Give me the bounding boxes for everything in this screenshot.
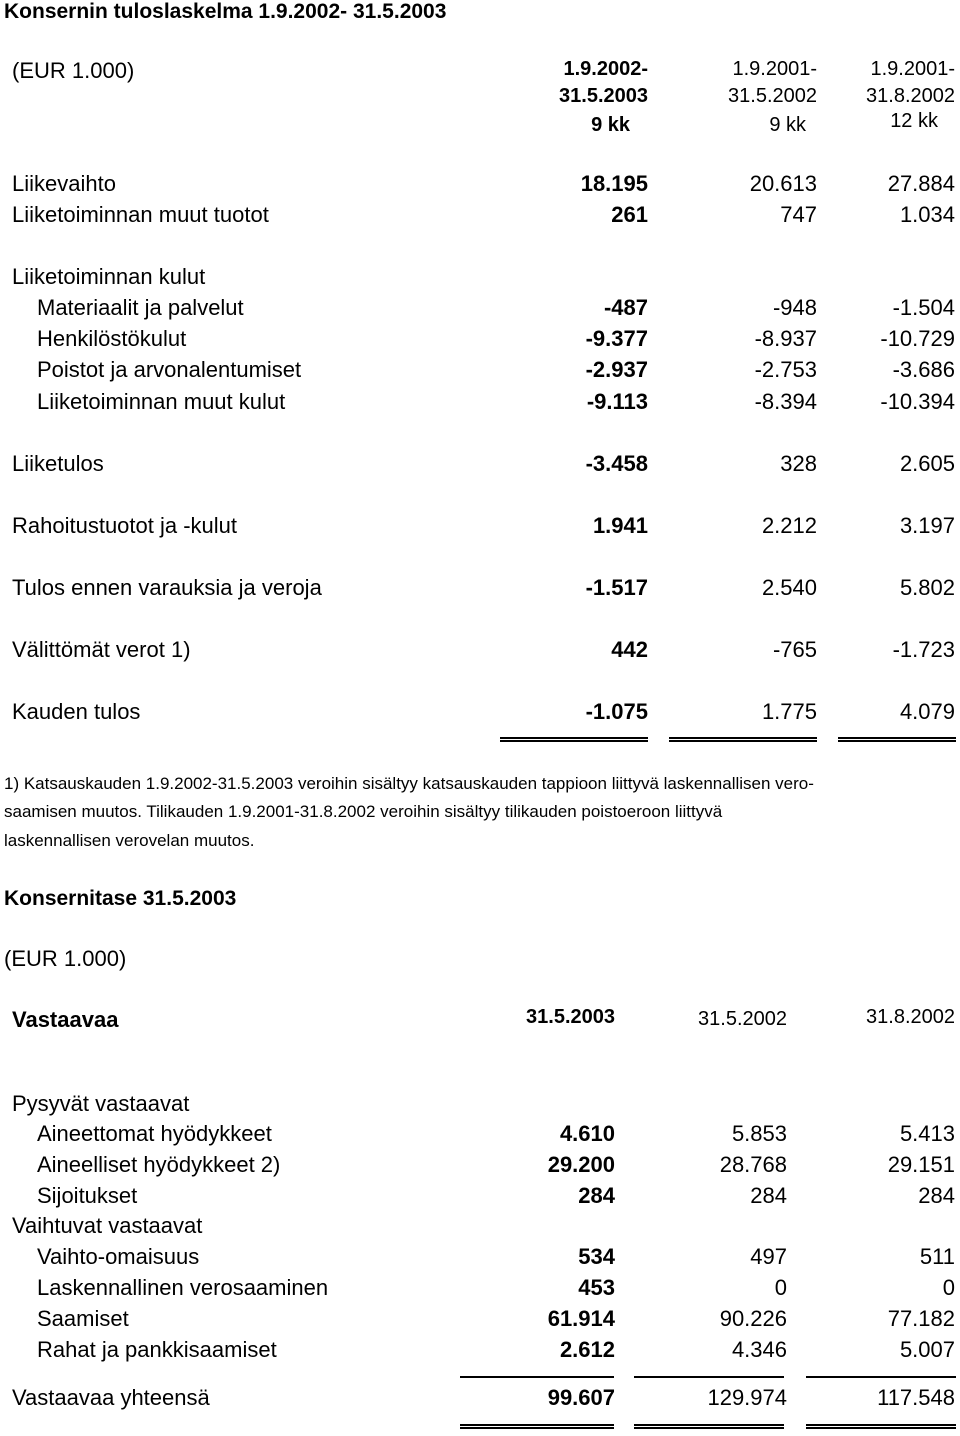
- income-row-value-col2: -765: [772, 637, 817, 662]
- balance-unit: (EUR 1.000): [4, 946, 127, 971]
- income-unit: (EUR 1.000): [12, 58, 135, 83]
- income-row-value-col3: 27.884: [887, 171, 955, 196]
- income-row-value-col1: 442: [611, 637, 648, 662]
- income-row-value-col3: 4.079: [899, 699, 955, 724]
- total-double-underline: [838, 737, 956, 742]
- income-row-label: Henkilöstökulut: [37, 326, 187, 351]
- footnote-line: 1) Katsauskauden 1.9.2002-31.5.2003 veroihin sisältyy katsauskauden tappioon liittyvä laskennallisen vero-: [4, 774, 814, 793]
- balance-row-value-col2: 0: [774, 1275, 787, 1300]
- income-row-value-col2: 2.212: [761, 513, 817, 538]
- balance-row-label: Vaihtuvat vastaavat: [12, 1213, 203, 1238]
- income-row-value-col3: -10.729: [880, 326, 955, 351]
- balance-row-value-col3: 117.548: [877, 1385, 955, 1410]
- balance-row-value-col3: 284: [918, 1183, 955, 1208]
- balance-row-value-col2: 90.226: [719, 1306, 787, 1331]
- income-row-value-col3: 1.034: [899, 202, 955, 227]
- income-row-value-col2: 1.775: [761, 699, 817, 724]
- income-row-label: Kauden tulos: [12, 699, 141, 724]
- income-row-label: Rahoitustuotot ja -kulut: [12, 513, 238, 538]
- balance-row-label: Laskennallinen verosaaminen: [37, 1275, 329, 1300]
- footnote-line: laskennallisen verovelan muutos.: [4, 831, 255, 850]
- balance-row-label: Vastaavaa yhteensä: [12, 1385, 210, 1410]
- balance-row-value-col1: 99.607: [547, 1385, 615, 1410]
- income-row-label: Liiketoiminnan kulut: [12, 264, 206, 289]
- income-row-value-col2: 747: [780, 202, 817, 227]
- income-col1-line1: 1.9.2002-: [563, 58, 648, 80]
- income-col3-line1: 1.9.2001-: [870, 58, 955, 80]
- income-col1-line3: 9 kk: [591, 114, 630, 136]
- balance-row-value-col3: 511: [919, 1244, 955, 1269]
- balance-row-value-col2: 497: [750, 1244, 787, 1269]
- income-row-value-col3: -3.686: [892, 357, 955, 382]
- income-row-value-col3: 2.605: [899, 451, 955, 476]
- total-double-underline: [460, 1424, 614, 1429]
- income-row-value-col2: -8.937: [754, 326, 817, 351]
- balance-header-label: Vastaavaa: [12, 1007, 119, 1032]
- income-row-label: Poistot ja arvonalentumiset: [37, 357, 302, 382]
- income-row-label: Välittömät verot 1): [12, 637, 191, 662]
- balance-row-label: Vaihto-omaisuus: [37, 1244, 200, 1269]
- income-row-value-col3: -1.504: [892, 295, 955, 320]
- balance-header-col1: 31.5.2003: [526, 1006, 615, 1028]
- income-row-label: Liikevaihto: [12, 171, 116, 196]
- balance-row-value-col3: 29.151: [887, 1152, 955, 1177]
- income-row-value-col2: -2.753: [754, 357, 817, 382]
- income-row-value-col2: -8.394: [754, 389, 817, 414]
- income-col3-line2: 31.8.2002: [866, 85, 955, 107]
- income-title: Konsernin tuloslaskelma 1.9.2002- 31.5.2003: [4, 0, 447, 23]
- income-row-value-col1: -2.937: [585, 357, 648, 382]
- income-row-value-col2: 20.613: [749, 171, 817, 196]
- balance-row-value-col1: 29.200: [547, 1152, 615, 1177]
- balance-row-value-col3: 5.007: [899, 1337, 955, 1362]
- income-row-value-col1: -9.377: [585, 326, 648, 351]
- income-row-value-col2: 2.540: [761, 575, 817, 600]
- subtotal-underline: [806, 1376, 956, 1378]
- balance-title: Konsernitase 31.5.2003: [4, 887, 237, 910]
- income-row-label: Liiketoiminnan muut kulut: [37, 389, 286, 414]
- income-row-value-col3: -1.723: [892, 637, 955, 662]
- balance-row-value-col3: 0: [942, 1275, 955, 1300]
- balance-row-value-col1: 61.914: [547, 1306, 615, 1331]
- income-row-value-col1: 261: [611, 202, 648, 227]
- income-row-value-col3: -10.394: [880, 389, 955, 414]
- income-row-value-col3: 3.197: [899, 513, 955, 538]
- subtotal-underline: [460, 1376, 614, 1378]
- income-row-value-col1: -9.113: [586, 389, 648, 414]
- balance-row-value-col3: 5.413: [899, 1121, 955, 1146]
- total-double-underline: [806, 1424, 956, 1429]
- income-row-label: Liiketoiminnan muut tuotot: [12, 202, 269, 227]
- footnote-line: saamisen muutos. Tilikauden 1.9.2001-31.8.2002 veroihin sisältyy tilikauden poistoeroon liittyvä: [4, 802, 723, 821]
- income-row-label: Materiaalit ja palvelut: [37, 295, 244, 320]
- income-row-value-col2: 328: [780, 451, 817, 476]
- income-row-value-col1: 1.941: [592, 513, 648, 538]
- balance-row-label: Sijoitukset: [37, 1183, 138, 1208]
- balance-row-label: Rahat ja pankkisaamiset: [37, 1337, 277, 1362]
- balance-row-value-col2: 28.768: [719, 1152, 787, 1177]
- balance-row-value-col1: 284: [578, 1183, 615, 1208]
- income-row-value-col1: -1.075: [585, 699, 648, 724]
- total-double-underline: [669, 737, 817, 742]
- income-col2-line1: 1.9.2001-: [732, 58, 817, 80]
- balance-row-value-col2: 5.853: [731, 1121, 787, 1146]
- income-col1-line2: 31.5.2003: [559, 85, 648, 107]
- balance-row-value-col1: 4.610: [559, 1121, 615, 1146]
- income-col3-line3: 12 kk: [890, 110, 938, 132]
- total-double-underline: [500, 737, 648, 742]
- balance-header-col3: 31.8.2002: [866, 1006, 955, 1028]
- income-row-value-col1: -3.458: [585, 451, 648, 476]
- income-row-value-col3: 5.802: [899, 575, 955, 600]
- balance-row-value-col2: 129.974: [707, 1385, 787, 1410]
- total-double-underline: [634, 1424, 784, 1429]
- income-row-value-col1: -487: [603, 295, 648, 320]
- income-row-label: Tulos ennen varauksia ja veroja: [12, 575, 322, 600]
- balance-row-value-col1: 2.612: [559, 1337, 615, 1362]
- income-col2-line2: 31.5.2002: [728, 85, 817, 107]
- balance-row-label: Aineelliset hyödykkeet 2): [37, 1152, 281, 1177]
- balance-row-value-col2: 4.346: [731, 1337, 787, 1362]
- balance-row-value-col1: 534: [578, 1244, 615, 1269]
- balance-row-label: Pysyvät vastaavat: [12, 1091, 190, 1116]
- income-col2-line3: 9 kk: [769, 114, 806, 136]
- income-row-label: Liiketulos: [12, 451, 104, 476]
- balance-row-value-col1: 453: [578, 1275, 615, 1300]
- balance-row-label: Saamiset: [37, 1306, 129, 1331]
- balance-row-value-col3: 77.182: [887, 1306, 955, 1331]
- subtotal-underline: [634, 1376, 784, 1378]
- balance-row-value-col2: 284: [750, 1183, 787, 1208]
- income-row-value-col1: 18.195: [580, 171, 648, 196]
- income-row-value-col2: -948: [772, 295, 817, 320]
- balance-row-label: Aineettomat hyödykkeet: [37, 1121, 272, 1146]
- income-row-value-col1: -1.517: [585, 575, 648, 600]
- balance-header-col2: 31.5.2002: [698, 1008, 787, 1030]
